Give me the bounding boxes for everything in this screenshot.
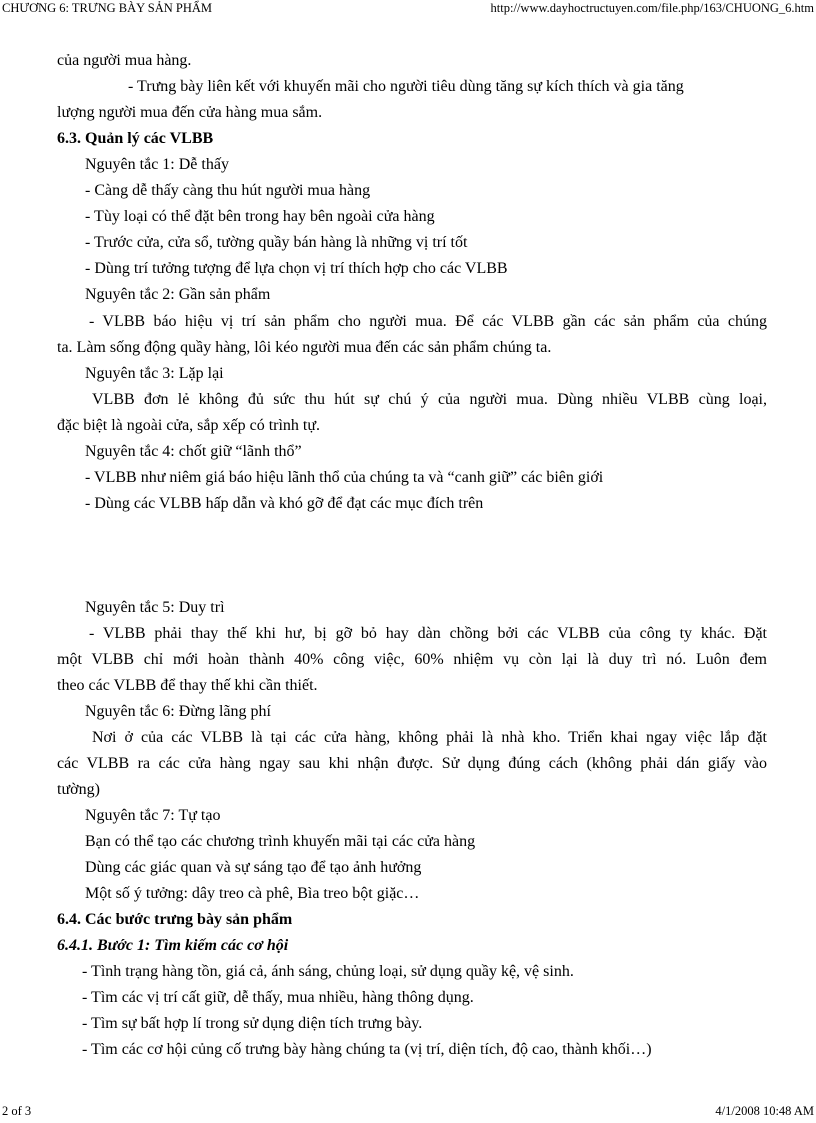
section-heading-6-3: 6.3. Quản lý các VLBB [57, 130, 214, 147]
bullet-line: - VLBB như niêm giá báo hiệu lãnh thổ của chúng ta và “canh giữ” các biên giới [85, 469, 604, 486]
principle-heading: Nguyên tắc 4: chốt giữ “lãnh thổ” [85, 443, 302, 460]
print-timestamp: 4/1/2008 10:48 AM [715, 1104, 814, 1118]
text-line: Dùng các giác quan và sự sáng tạo để tạo ảnh hưởng [85, 859, 422, 876]
bullet-line: - Tùy loại có thể đặt bên trong hay bên ngoài cửa hàng [85, 208, 435, 225]
bullet-line: - Trước cửa, cửa sổ, tường quầy bán hàng là những vị trí tốt [85, 234, 468, 251]
text-line: VLBB đơn lẻ không đủ sức thu hút sự chú ý của người mua. Dùng nhiều VLBB cùng loại, [92, 391, 767, 408]
text-line: ta. Làm sống động quầy hàng, lôi kéo người mua đến các sản phẩm chúng ta. [57, 339, 552, 356]
text-line: Nơi ở của các VLBB là tại các cửa hàng, không phải là nhà kho. Triển khai ngay việc lắp đặt [92, 729, 767, 746]
page-header-url: http://www.dayhoctructuyen.com/file.php/163/CHUONG_6.htm [490, 1, 814, 15]
text-line: Bạn có thể tạo các chương trình khuyến mãi tại các cửa hàng [85, 833, 476, 850]
page-number: 2 of 3 [2, 1104, 32, 1118]
bullet-line: - Tìm các cơ hội củng cố trưng bày hàng chúng ta (vị trí, diện tích, độ cao, thành khối…) [82, 1041, 652, 1058]
text-line: - Trưng bày liên kết với khuyến mãi cho người tiêu dùng tăng sự kích thích và gia tăng [128, 78, 684, 95]
page-header-title: CHƯƠNG 6: TRƯNG BÀY SẢN PHẨM [2, 1, 213, 15]
text-line: lượng người mua đến cửa hàng mua sắm. [57, 104, 323, 121]
bullet-line: - Dùng các VLBB hấp dẫn và khó gỡ để đạt các mục đích trên [85, 495, 484, 512]
principle-heading: Nguyên tắc 3: Lặp lại [85, 365, 224, 382]
principle-heading: Nguyên tắc 7: Tự tạo [85, 807, 221, 824]
text-line: - VLBB phải thay thế khi hư, bị gỡ bỏ hay dàn chồng bởi các VLBB của công ty khác. Đặt [89, 625, 767, 642]
principle-heading: Nguyên tắc 6: Đừng lãng phí [85, 703, 271, 720]
principle-heading: Nguyên tắc 2: Gần sản phẩm [85, 286, 271, 303]
bullet-line: - Tìm sự bất hợp lí trong sử dụng diện tích trưng bày. [82, 1015, 423, 1032]
text-line: tường) [57, 781, 100, 798]
section-heading-6-4: 6.4. Các bước trưng bày sản phẩm [57, 911, 293, 928]
text-line: đặc biệt là ngoài cửa, sắp xếp có trình tự. [57, 417, 321, 434]
bullet-line: - Càng dễ thấy càng thu hút người mua hàng [85, 182, 371, 199]
text-line: - VLBB báo hiệu vị trí sản phẩm cho người mua. Để các VLBB gần các sản phẩm của chúng [89, 313, 767, 330]
text-line: của người mua hàng. [57, 52, 192, 69]
subsection-heading-6-4-1: 6.4.1. Bước 1: Tìm kiếm các cơ hội [57, 937, 289, 954]
bullet-line: - Dùng trí tưởng tượng để lựa chọn vị trí thích hợp cho các VLBB [85, 260, 508, 277]
text-line: Một số ý tưởng: dây treo cà phê, Bìa treo bột giặc… [85, 885, 420, 902]
text-line: một VLBB chỉ mới hoàn thành 40% công việc, 60% nhiệm vụ còn lại là duy trì nó. Luôn đem [57, 651, 767, 668]
text-line: theo các VLBB để thay thế khi cần thiết. [57, 677, 318, 694]
bullet-line: - Tình trạng hàng tồn, giá cả, ánh sáng, chủng loại, sử dụng quầy kệ, vệ sinh. [82, 963, 574, 980]
bullet-line: - Tìm các vị trí cất giữ, dễ thấy, mua nhiều, hàng thông dụng. [82, 989, 474, 1006]
text-line: các VLBB ra các cửa hàng ngay sau khi nhận được. Sử dụng đúng cách (không phải dán giấy vào [57, 755, 767, 772]
principle-heading: Nguyên tắc 1: Dễ thấy [85, 156, 229, 173]
principle-heading: Nguyên tắc 5: Duy trì [85, 599, 225, 616]
